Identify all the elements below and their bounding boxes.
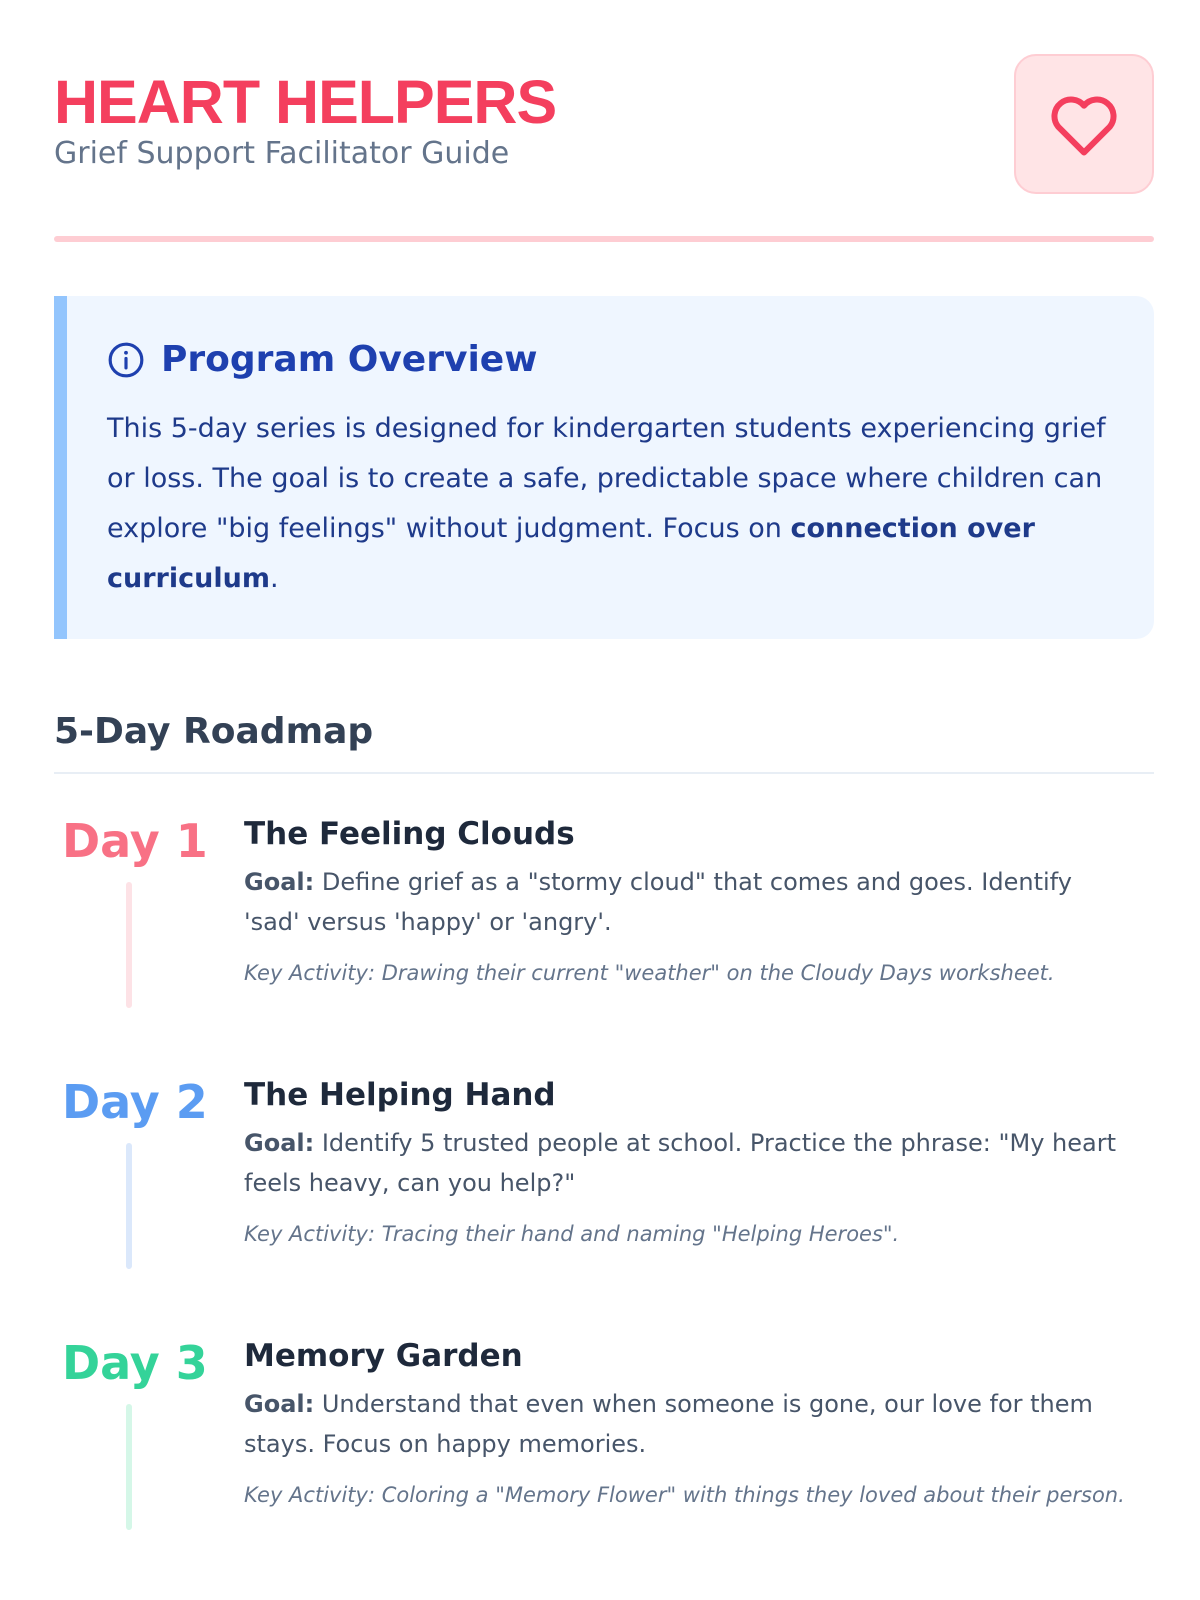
overview-emphasis: connection over curriculum xyxy=(107,513,1035,594)
info-icon xyxy=(107,341,145,379)
goal-text: Identify 5 trusted people at school. Practice the phrase: "My heart feels heavy, can you help?" xyxy=(244,1129,1116,1197)
heart-icon xyxy=(1047,91,1121,157)
day-activity: Key Activity: Drawing their current "weather" on the Cloudy Days worksheet. xyxy=(244,961,1055,985)
goal-label: Goal: xyxy=(244,868,315,896)
day-goal xyxy=(244,1384,1124,1464)
overview-title: Program Overview xyxy=(161,339,538,380)
day-item xyxy=(54,1073,1154,1313)
overview-text: This 5-day series is designed for kindergarten students experiencing grief or loss. The goal is to create a safe, predictable space where children can explore "big feelings" without judgment. Focus on xyxy=(107,413,1106,544)
day-activity: Key Activity: Coloring a "Memory Flower" with things they loved about their person. xyxy=(244,1483,1125,1507)
page-title: HEART HELPERS xyxy=(54,68,557,136)
overview-heading xyxy=(107,338,537,382)
day-timeline-line xyxy=(126,1143,132,1269)
guide-page xyxy=(54,0,1154,1600)
day-title: Memory Garden xyxy=(244,1338,523,1374)
day-label: Day 1 xyxy=(62,814,208,868)
day-item xyxy=(54,1334,1154,1574)
day-label: Day 2 xyxy=(62,1075,208,1129)
goal-label: Goal: xyxy=(244,1129,315,1157)
goal-label: Goal: xyxy=(244,1390,315,1418)
day-timeline-line xyxy=(126,1404,132,1530)
goal-text: Define grief as a "stormy cloud" that comes and goes. Identify 'sad' versus 'happy' or 'angry'. xyxy=(244,868,1072,936)
day-title: The Feeling Clouds xyxy=(244,816,575,852)
day-label: Day 3 xyxy=(62,1336,208,1390)
program-overview-callout xyxy=(54,296,1154,639)
heart-badge xyxy=(1014,54,1154,194)
roadmap-divider xyxy=(54,772,1154,774)
day-goal xyxy=(244,862,1124,942)
day-goal xyxy=(244,1123,1124,1203)
overview-end: . xyxy=(269,563,279,594)
page-subtitle: Grief Support Facilitator Guide xyxy=(54,136,510,171)
day-timeline-line xyxy=(126,882,132,1008)
goal-text: Understand that even when someone is gone, our love for them stays. Focus on happy memories. xyxy=(244,1390,1093,1458)
day-activity: Key Activity: Tracing their hand and naming "Helping Heroes". xyxy=(244,1222,900,1246)
overview-body xyxy=(107,404,1117,604)
day-title: The Helping Hand xyxy=(244,1077,556,1113)
roadmap-title: 5-Day Roadmap xyxy=(54,711,374,752)
header-divider xyxy=(54,236,1154,242)
header xyxy=(54,70,1154,200)
day-item xyxy=(54,812,1154,1052)
